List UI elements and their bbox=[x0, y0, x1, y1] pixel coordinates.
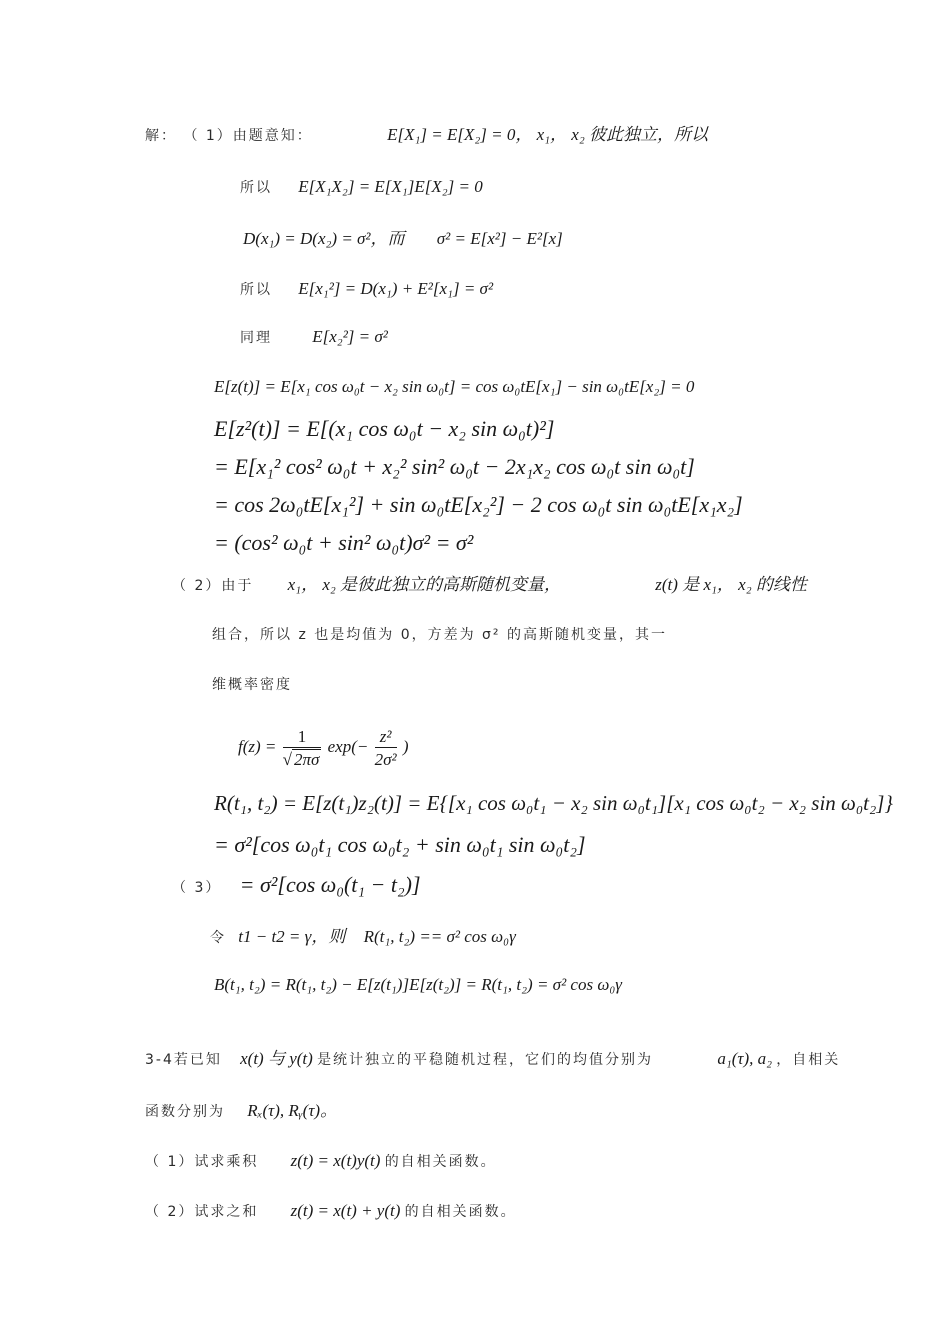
eq-autocorrelation-2: = σ²[cos ω₀t₁ cos ω₀t₂ + sin ω₀t₁ sin ω₀t₂] bbox=[214, 832, 586, 857]
eq-expectation-product: 所以 E[X₁X₂] = E[X₁]E[X₂] = 0 bbox=[240, 177, 483, 196]
fraction-normalizer: $\frac{1}{√ 2\pi\sigma}$ bbox=[282, 727, 320, 769]
eq-second-moment-x1: 所以 E[x₁²] = D(x₁) + E²[x₁] = σ² bbox=[240, 279, 494, 298]
eq-autocorrelation: R(t₁, t₂) = E[z(t₁)z₂(t)] = E{[x₁ cos ω₀t₁ − x₂ sin ω₀t₁][x₁ cos ω₀t₂ − x₂ sin ω₀t₂]} bbox=[214, 791, 893, 815]
eq-variance: D(x₁) = D(x₂) = σ²，而 σ² = E[x²] − E²[x] bbox=[243, 229, 563, 248]
eq-pdf: f(z) = $\frac{1}{√ 2\pi\sigma}$ exp(− $\frac{\text{z²}}{\text{2σ²}}$ ) bbox=[238, 727, 409, 769]
eq-expand-1: = E[x₁² cos² ω₀t + x₂² sin² ω₀t − 2x₁x₂ cos ω₀t sin ω₀t] bbox=[214, 454, 695, 479]
paragraph-density: 维概率密度 bbox=[212, 677, 292, 693]
eq-expand-3: = (cos² ω₀t + sin² ω₀t)σ² = σ² bbox=[214, 530, 474, 555]
solution-part3: （ 3） = σ²[cos ω₀(t₁ − t₂)] bbox=[172, 872, 421, 897]
paragraph-gaussian: 组合，所以 z 也是均值为 0，方差为 σ² 的高斯随机变量，其一 bbox=[212, 627, 667, 643]
eq-covariance: B(t₁, t₂) = R(t₁, t₂) − E[z(t₁)]E[z(t₂)] = R(t₁, t₂) = σ² cos ω₀γ bbox=[214, 975, 622, 994]
problem-3-4: 3-4若已知 x(t) 与 y(t) 是统计独立的平稳随机过程，它们的均值分别为 a₁(τ), a₂ ，自相关 bbox=[145, 1049, 841, 1068]
problem-autocorr-given: 函数分别为 Rₓ(τ), Rᵧ(τ)。 bbox=[145, 1101, 338, 1120]
solution-part2-intro: （ 2）由于 x₁， x₂ 是彼此独立的高斯随机变量， z(t) 是 x₁， x₂ 的线性 bbox=[172, 575, 807, 594]
problem-part2: （ 2）试求之和 z(t) = x(t) + y(t) 的自相关函数。 bbox=[145, 1201, 517, 1220]
fraction-exponent: $\frac{\text{z²}}{\text{2σ²}}$ bbox=[374, 727, 397, 769]
problem-part1: （ 1）试求乘积 z(t) = x(t)y(t) 的自相关函数。 bbox=[145, 1151, 497, 1170]
eq-second-moment-x2: 同理 E[x₂²] = σ² bbox=[240, 327, 388, 346]
eq-expand-2: = cos 2ω₀tE[x₁²] + sin ω₀tE[x₂²] − 2 cos ω₀t sin ω₀tE[x₁x₂] bbox=[214, 492, 743, 517]
solution-part1-intro: 解： （ 1）由题意知： E[X₁] = E[X₂] = 0， x₁， x₂ 彼此独立，所以 bbox=[145, 125, 708, 144]
eq-mean-z: E[z(t)] = E[x₁ cos ω₀t − x₂ sin ω₀t] = cos ω₀tE[x₁] − sin ω₀tE[x₂] = 0 bbox=[214, 377, 695, 396]
eq-z-squared: E[z²(t)] = E[(x₁ cos ω₀t − x₂ sin ω₀t)²] bbox=[214, 416, 555, 441]
eq-let-gamma: 令 t1 − t2 = γ，则 R(t₁, t₂) == σ² cos ω₀γ bbox=[210, 927, 516, 946]
